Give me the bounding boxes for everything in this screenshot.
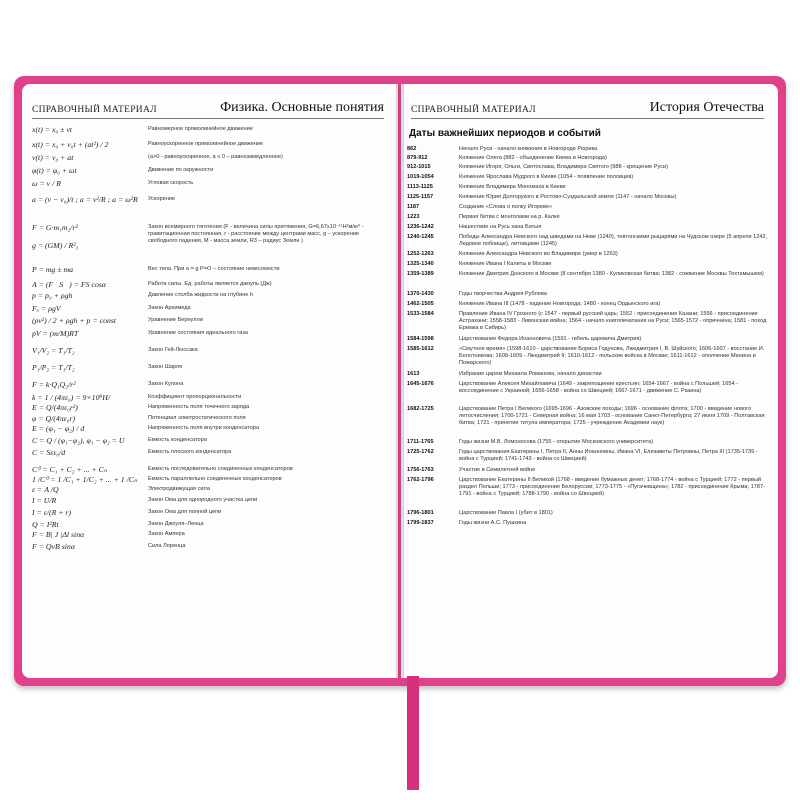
formula: k = 1 / (4πε₀) = 9×10⁹Н/ bbox=[32, 393, 110, 402]
formula-row bbox=[32, 379, 388, 392]
formula: pV = (m/M)RT bbox=[32, 329, 79, 338]
history-event: Годы жизни А.С. Пушкина bbox=[459, 520, 527, 526]
history-date: 862 bbox=[407, 146, 417, 152]
history-date: 1236-1242 bbox=[407, 224, 434, 230]
formula-row bbox=[32, 464, 388, 474]
history-date: 1223 bbox=[407, 214, 420, 220]
history-date: 1187 bbox=[407, 204, 420, 210]
history-event: Княжение Олега (882 - объединение Киева и Новгорода) bbox=[459, 155, 607, 161]
formula-row bbox=[32, 392, 388, 402]
history-event: Княжение Игоря, Ольги, Святослава, Владимира Святого (988 - крещение Руси) bbox=[459, 164, 668, 170]
formula: v(t) = v₀ + at bbox=[32, 153, 74, 162]
formula-row bbox=[32, 303, 388, 315]
formula-row bbox=[32, 152, 388, 165]
formula-row bbox=[32, 222, 388, 245]
formula: a = (v − v₀)/t ; a = v²/R ; a = ω²R bbox=[32, 195, 138, 204]
formula: g = (GM) / R²₃ bbox=[32, 241, 79, 250]
formula-row bbox=[32, 315, 388, 328]
formula-row bbox=[32, 345, 388, 362]
formula-description: Напряженность поля точечного заряда bbox=[148, 404, 250, 410]
history-row bbox=[407, 259, 768, 269]
formula-description: Вес тела. При a = g P=O – состояние невесомости bbox=[148, 266, 280, 272]
history-date: 1019-1054 bbox=[407, 174, 434, 180]
formula: 1 /C⁰ = 1 /C₁ + 1/C₂ + ... + 1 /Cₙ bbox=[32, 475, 138, 484]
history-row bbox=[407, 232, 768, 249]
formula: (ρv²) / 2 + ρgh + p = const bbox=[32, 316, 117, 325]
formula-description: Емкость плоского конденсатора bbox=[148, 449, 232, 455]
history-date: 1370-1430 bbox=[407, 291, 434, 297]
history-date: 879-912 bbox=[407, 155, 428, 161]
formula-description: Уравнение Бернулли bbox=[148, 317, 203, 323]
history-row bbox=[407, 379, 768, 404]
history-event: Царствование Алексея Михайловича (1649 - закрепощение крестьян; 1654-1667 - война с Польшей; 1654 - воссоединение с Украиной; 1656-1658 - война со Швецией; 1667-1671 - движение С. Разина) bbox=[459, 381, 739, 395]
formula: C⁰ = C₁ + C₂ + ... + Cₙ bbox=[32, 465, 107, 474]
history-row bbox=[407, 172, 768, 182]
history-date: 1252-1263 bbox=[407, 251, 434, 257]
history-event: Годы жизни М.В. Ломоносова (1755 - открытие Московского университета) bbox=[459, 439, 654, 445]
formula: I = U/R bbox=[32, 496, 57, 505]
history-row bbox=[407, 249, 768, 259]
formula: P = mg ± ma bbox=[32, 265, 74, 274]
history-date: 1711-1765 bbox=[407, 439, 434, 445]
history-date: 1682-1725 bbox=[407, 406, 434, 412]
history-date: 1725-1762 bbox=[407, 449, 434, 455]
formula: x(t) = x₀ + v₀t + (at²) / 2 bbox=[32, 140, 109, 149]
formula: ε = A /Q bbox=[32, 485, 59, 494]
formula-description: Движение по окружности bbox=[148, 167, 214, 173]
history-section-title: Даты важнейших периодов и событий bbox=[409, 128, 601, 139]
formula: I = ε/(R + r) bbox=[32, 508, 72, 517]
formula: C = Sεε₀/d bbox=[32, 448, 66, 457]
history-row bbox=[407, 465, 768, 475]
history-date: 1585-1612 bbox=[407, 346, 434, 352]
bookmark-ribbon[interactable] bbox=[407, 676, 419, 790]
left-page-title: Физика. Основные понятия bbox=[220, 100, 384, 115]
formula: φ(t) = φ₀ + ωt bbox=[32, 166, 77, 175]
formula-description: Закон Кулона bbox=[148, 381, 184, 387]
right-reference-label: СПРАВОЧНЫЙ МАТЕРИАЛ bbox=[411, 105, 536, 115]
formula-description: Закон Архимеда bbox=[148, 305, 191, 311]
history-event: Создание «Слова о полку Игореве» bbox=[459, 204, 553, 210]
formula-description: Закон Джоуля–Ленца bbox=[148, 521, 204, 527]
left-page bbox=[22, 84, 398, 678]
history-event: Княжение Дмитрия Донского в Москве (8 сентября 1380 - Куликовская битва; 1382 - сожжение Москвы Тохтамышем) bbox=[459, 271, 764, 277]
formula-row bbox=[32, 495, 388, 507]
history-event: Победы Александра Невского над шведами на Неве (1240), тевтонскими рыцарями на Чудском озере (5 апреля 1242, Ледовое побоище), литовцами (1245) bbox=[459, 234, 768, 248]
history-row bbox=[407, 508, 768, 518]
formula-description: Потенциал электростатического поля bbox=[148, 415, 246, 421]
formula-row bbox=[32, 541, 388, 553]
formula-row bbox=[32, 362, 388, 379]
formula: E = (φ₁ − φ₂) / d bbox=[32, 424, 85, 433]
formula-description: Закон Гей-Люссака bbox=[148, 347, 198, 353]
history-date: 1645-1676 bbox=[407, 381, 434, 387]
history-row bbox=[407, 222, 768, 232]
history-event: Правление Ивана IV Грозного (с 1547 - первый русский царь; 1552 - присоединение Казани; 1556 - присоединение Астрахани; 1558-1583 - Ливонская война; 1564 - начало книгопечатания на Руси; 1565-1572 - опричнина; 1581 - поход Ермака в Сибирь) bbox=[459, 311, 767, 332]
formula: Q = I²Rt bbox=[32, 520, 59, 529]
formula-row bbox=[32, 529, 388, 541]
history-date: 1462-1505 bbox=[407, 301, 434, 307]
formula-description: Закон Шарля bbox=[148, 364, 183, 370]
right-page-title: История Отечества bbox=[649, 100, 764, 115]
history-row bbox=[407, 344, 768, 369]
formula: F = k·Q₁Q₂/r² bbox=[32, 380, 76, 389]
formula-description: Ускорение bbox=[148, 196, 176, 202]
history-row bbox=[407, 212, 768, 222]
history-event: Царствование Павла I (убит в 1801) bbox=[459, 510, 553, 516]
formula: x(t) = x₀ ± vt bbox=[32, 125, 72, 134]
formula-row bbox=[32, 474, 388, 484]
left-page-header bbox=[32, 98, 384, 119]
formula-row bbox=[32, 447, 388, 464]
formula: φ = Q/(4πε₀r) bbox=[32, 414, 76, 423]
formula: F = B| J |Δl sinα bbox=[32, 530, 85, 539]
history-date: 1359-1389 bbox=[407, 271, 434, 277]
formula-description: (a>0 - равноускоренное, a ≤ 0 – равнозамедленное) bbox=[148, 154, 283, 160]
formula-description: Электродвижущая сила bbox=[148, 486, 210, 492]
formula-description: Равномерное прямолинейное движение bbox=[148, 126, 253, 132]
formula-description: Угловая скорость bbox=[148, 180, 194, 186]
history-date: 1113-1125 bbox=[407, 184, 433, 190]
formula-description: Закон Ампера bbox=[148, 531, 185, 537]
history-row bbox=[407, 334, 768, 344]
history-event: Княжение Юрия Долгорукого в Ростово-Суздальской земле (1147 - начало Москвы) bbox=[459, 194, 677, 200]
history-event: Избрание царем Михаила Романова, начало династии bbox=[459, 371, 602, 377]
formula-description: Напряженность поля внутри конденсатора bbox=[148, 425, 260, 431]
formula-row bbox=[32, 165, 388, 178]
history-row bbox=[407, 518, 768, 528]
formula: V₁/V₂ = T₁/T₂ bbox=[32, 346, 75, 355]
history-event: Княжение Ярослава Мудрого в Киеве (1054 - появление половцев) bbox=[459, 174, 634, 180]
history-event: Княжение Ивана III (1478 - падение Новгорода; 1480 - конец Ордынского ига) bbox=[459, 301, 661, 307]
history-row bbox=[407, 162, 768, 172]
formula-row bbox=[32, 139, 388, 152]
formula-description: Коэффициент пропорциональности bbox=[148, 394, 242, 400]
formula-row bbox=[32, 264, 388, 279]
formula-description: Емкость параллельно соединенных конденсаторов bbox=[148, 476, 282, 482]
history-row bbox=[407, 144, 768, 153]
history-event: «Смутное время» (1598-1610 - царствование Бориса Годунова, Лжедмитрия I, В. Шуйского; 1606-1607 - восстание И. Болотникова; 1608-1609 - Лжедмитрий II; 1610-1612 - польские войска в Москве; 1611-1612 - ополчение Минина и Пожарского) bbox=[459, 346, 765, 367]
formula-description bbox=[148, 240, 388, 242]
history-row bbox=[407, 269, 768, 289]
history-event: Нашествие на Русь хана Батыя bbox=[459, 224, 542, 230]
history-date: 1240-1245 bbox=[407, 234, 434, 240]
formula: E = Q/(4πε₀r²) bbox=[32, 403, 78, 412]
formula-row bbox=[32, 484, 388, 495]
formula-description: Закон всемирного тяготения (F - величина силы притяжения, G=6,67x10⁻¹¹Н²м/кг² - гравитационная постоянная, r - расстояние между центрами масс, g – ускорение свободного падения, M - масса земли, R3 – радиус Земли ) bbox=[148, 224, 364, 245]
right-page-header bbox=[411, 98, 764, 119]
history-date: 1799-1837 bbox=[407, 520, 434, 526]
history-event: Княжение Ивана I Калиты в Москве bbox=[459, 261, 552, 267]
history-row bbox=[407, 182, 768, 192]
history-date: 1613 bbox=[407, 371, 420, 377]
history-date: 1584-1598 bbox=[407, 336, 434, 342]
history-event: Княжение Владимира Мономаха в Киеве bbox=[459, 184, 566, 190]
history-dates-list bbox=[407, 144, 768, 528]
history-date: 1762-1796 bbox=[407, 477, 434, 483]
history-event: Княжение Александра Невского во Владимире (умер в 1263) bbox=[459, 251, 618, 257]
right-page bbox=[401, 84, 778, 678]
formula-row bbox=[32, 328, 388, 345]
history-date: 1125-1157 bbox=[407, 194, 434, 200]
history-row bbox=[407, 299, 768, 309]
history-event: Царствование Федора Иоанновича (1591 - гибель царевича Дмитрия) bbox=[459, 336, 642, 342]
history-row bbox=[407, 202, 768, 212]
history-event: Царствование Екатерины II Великой (1768 - введение бумажных денег; 1768-1774 - война с Турцией; 1772 - первый раздел Польши; 1773 - присоединение Белоруссии; 1773-1775 - «Пугачевщина»; 1782 - присоединение Крыма; 1787-1791 - война с Турцией; 1788-1790 - война со Швецией) bbox=[459, 477, 765, 498]
history-date: 1796-1801 bbox=[407, 510, 434, 516]
history-event: Царствование Петра I Великого (1695-1696 - Азовские походы; 1696 - основание флота; 1700 - введение нового летосчисления; 1700-1721 - Северная война; 16 мая 1703 - основание Санкт-Петербурга; 27 июня 1709 - Полтавская битва; 1721 - принятие титула императора; 1725 - учреждение Академии наук) bbox=[459, 406, 765, 427]
history-date: 1325-1340 bbox=[407, 261, 434, 267]
formula-description: Сила Лоренца bbox=[148, 543, 186, 549]
formula-row bbox=[32, 290, 388, 303]
history-row bbox=[407, 192, 768, 202]
book-spine-gutter bbox=[396, 84, 404, 678]
history-event: Начало Руси - начало княжения в Новгороде Рюрика bbox=[459, 146, 598, 152]
formula-description: Давление столба жидкости на глубине h bbox=[148, 292, 254, 298]
history-row bbox=[407, 404, 768, 437]
history-date: 1756-1763 bbox=[407, 467, 434, 473]
history-row bbox=[407, 475, 768, 508]
formula-row bbox=[32, 194, 388, 222]
formula-description: Работа силы. Ед. работы является джоуль (Дж) bbox=[148, 281, 272, 287]
formula: C = Q / (φ₁−φ₂), φ₁ − φ₂ = U bbox=[32, 436, 125, 445]
formula-description: Закон Ома для однородного участка цепи bbox=[148, 497, 258, 503]
formula-description: Уравнение состояния идеального газа bbox=[148, 330, 248, 336]
history-row bbox=[407, 153, 768, 162]
formula: F = QvB sinα bbox=[32, 542, 75, 551]
formula: P₁/P₂ = T₁/T₂ bbox=[32, 363, 75, 372]
history-event: Участие в Семилетней войне bbox=[459, 467, 536, 473]
history-row bbox=[407, 369, 768, 379]
formula-row bbox=[32, 178, 388, 194]
history-event: Годы царствования Екатерины I, Петра II, Анны Иоанновны, Ивана VI, Елизаветы Петровны, Петра III (1735-1739 - война с Турцией; 1741-1743 - война со Швецией) bbox=[459, 449, 758, 463]
formula-description: Закон Ома для полной цепи bbox=[148, 509, 222, 515]
formula: p = p₀ + ρgh bbox=[32, 291, 73, 300]
formula-row bbox=[32, 402, 388, 413]
formula: F = G·m₁m₂/r² bbox=[32, 223, 78, 232]
history-date: 912-1015 bbox=[407, 164, 431, 170]
formula: A = (F⃗S⃗) = FS cosα bbox=[32, 280, 107, 289]
formula-description: Равноускоренное прямолинейное движение bbox=[148, 141, 264, 147]
history-event: Годы творчества Андрея Рублева bbox=[459, 291, 547, 297]
formula: ω = v / R bbox=[32, 179, 61, 188]
history-row bbox=[407, 437, 768, 447]
formula-row bbox=[32, 423, 388, 435]
history-date: 1533-1584 bbox=[407, 311, 434, 317]
history-event: Первая битва с монголами на р. Калке bbox=[459, 214, 560, 220]
formula-description: Емкость последовательно соединенных конденсаторов bbox=[148, 466, 293, 472]
formula-row bbox=[32, 413, 388, 423]
formula-row bbox=[32, 507, 388, 519]
formula-row bbox=[32, 435, 388, 447]
history-row bbox=[407, 289, 768, 299]
formula-row bbox=[32, 124, 388, 139]
formula-row bbox=[32, 279, 388, 290]
history-row bbox=[407, 309, 768, 334]
formula: Fₐ = ρgV bbox=[32, 304, 61, 313]
physics-formula-list bbox=[32, 124, 388, 553]
left-reference-label: СПРАВОЧНЫЙ МАТЕРИАЛ bbox=[32, 105, 157, 115]
formula-description: Емкость конденсатора bbox=[148, 437, 207, 443]
formula-row bbox=[32, 519, 388, 529]
history-row bbox=[407, 447, 768, 465]
